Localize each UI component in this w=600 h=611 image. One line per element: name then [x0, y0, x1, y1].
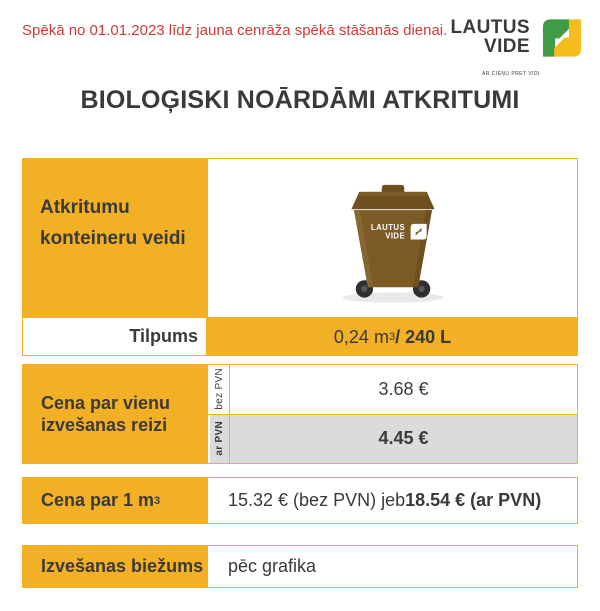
brand-tagline: AR CIEŅU PRET VIDI — [482, 71, 540, 77]
tax-label-ar-pvn: ar PVN — [208, 415, 229, 464]
price-per-removal-row — [22, 364, 578, 464]
price-per-m3-label: Cena par 1 m 3 — [23, 478, 208, 523]
container-image-cell — [207, 158, 578, 318]
brand-logo — [450, 13, 588, 77]
tax-label-bez-pvn: bez PVN — [208, 365, 229, 414]
brown-waste-bin-illustration — [328, 169, 458, 317]
price-without-vat-subrow — [208, 365, 577, 414]
price-without-vat-value: 3.68 € — [229, 365, 577, 414]
validity-note: Spēkā no 01.01.2023 līdz jauna cenrāža spēkā stāšanās dienai. — [22, 22, 448, 39]
price-with-vat-subrow — [208, 414, 577, 464]
frequency-value: pēc grafika — [208, 546, 577, 587]
bin-brand-line1: LAUTUS — [370, 223, 405, 232]
price-per-removal-label: Cena par vienu izvešanas reizi — [23, 365, 208, 463]
volume-value: 0,24 m 3 / 240 L — [207, 318, 578, 356]
container-types-row — [22, 158, 578, 318]
volume-row — [22, 318, 578, 356]
volume-label: Tilpums — [22, 318, 207, 356]
price-per-m3-value: 15.32 € (bez PVN) jeb 18.54 € (ar PVN) — [208, 478, 577, 523]
frequency-label: Izvešanas biežums — [23, 546, 208, 587]
container-types-label: Atkritumu konteineru veidi — [22, 158, 207, 318]
price-per-m3-row — [22, 477, 578, 524]
frequency-row — [22, 545, 578, 588]
price-with-vat-value: 4.45 € — [229, 415, 577, 464]
brand-name-line1: LAUTUS — [450, 17, 530, 38]
page-title: BIOLOĢISKI NOĀRDĀMI ATKRITUMI — [80, 86, 520, 114]
brand-name — [451, 18, 530, 56]
price-table — [22, 158, 578, 588]
bin-brand-line2: VIDE — [384, 231, 405, 241]
brand-name-line2: VIDE — [484, 36, 530, 57]
lautus-vide-logo-icon — [536, 13, 588, 68]
